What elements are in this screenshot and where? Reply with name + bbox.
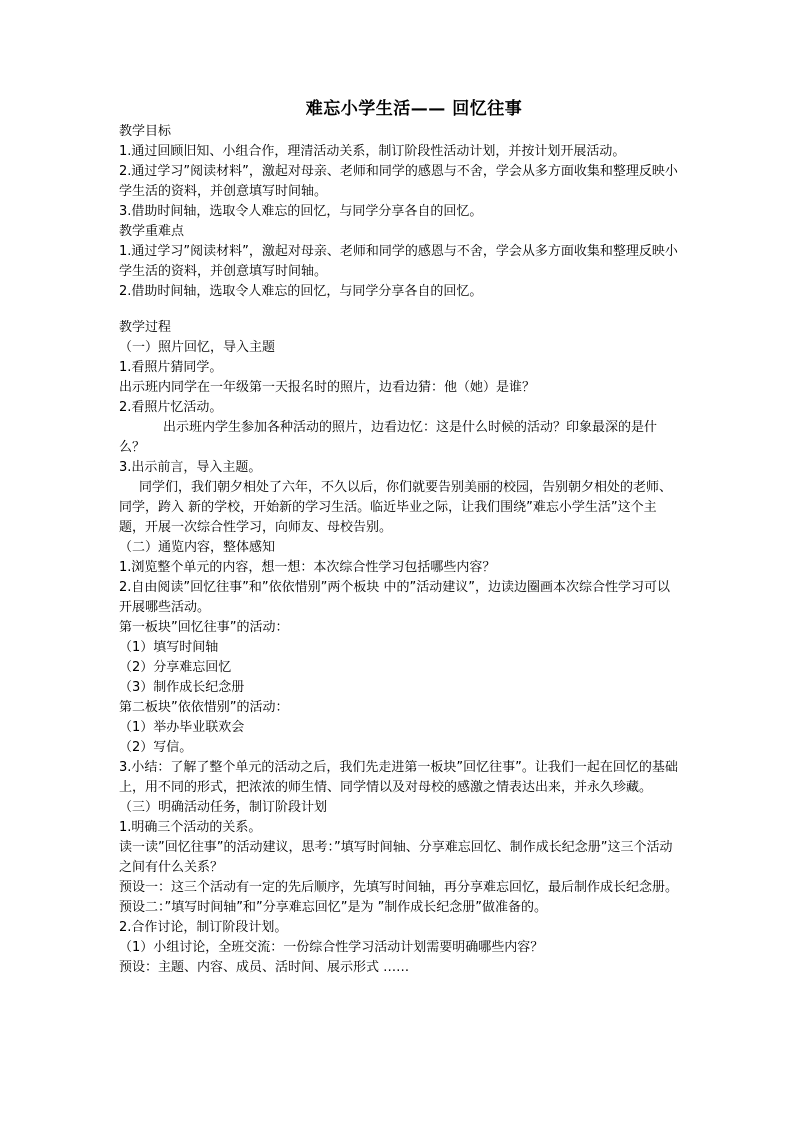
text-line: 第二板块”依依惜别”的活动：: [119, 700, 289, 715]
text-line: 第一板块”回忆往事”的活动：: [119, 620, 289, 635]
text-line: （1）小组讨论，全班交流：一份综合性学习活动计划需要明确哪些内容？: [119, 940, 544, 955]
text-line: 3.借助时间轴，选取令人难忘的回忆，与同学分享各自的回忆。: [119, 204, 483, 219]
text-line: 1.浏览整个单元的内容，想一想：本次综合性学习包括哪些内容？: [119, 560, 496, 575]
text-line: 出示班内同学在一年级第一天报名时的照片，边看边猜：他（她）是谁？: [119, 380, 536, 395]
text-line: 同学们，我们朝夕相处了六年，不久以后，你们就要告别美丽的校园，告别朝夕相处的老师、同学，跨入 新的学校，开始新的学习生活。临近毕业之际，让我们围绕”难忘小学生活”这个主题，开展一次综合性学习，向师友、母校告别。: [119, 480, 673, 535]
text-line: （3）制作成长纪念册: [119, 680, 245, 695]
text-line: 预设：主题、内容、成员、活时间、展示形式 ……: [119, 960, 410, 975]
text-line: 预设一：这三个活动有一定的先后顺序，先填写时间轴，再分享难忘回忆，最后制作成长纪念册。: [119, 880, 679, 895]
text-line: （2）分享难忘回忆: [119, 660, 232, 675]
text-line: 1.看照片猜同学。: [119, 360, 223, 375]
document-body: [119, 122, 679, 978]
text-line: 预设二：”填写时间轴”和”分享难忘回忆”是为 ”制作成长纪念册”做准备的。: [119, 900, 548, 915]
text-line: 教学重难点: [119, 224, 185, 239]
text-line: 1.通过学习”阅读材料”，激起对母亲、老师和同学的感恩与不舍，学会从多方面收集和整理反映小学生活的资料，并创意填写时间轴。: [119, 244, 678, 279]
text-line: 2.合作讨论，制订阶段计划。: [119, 920, 288, 935]
text-line: 2.看照片忆活动。: [119, 400, 223, 415]
text-line: 出示班内学生参加各种活动的照片，边看边忆：这是什么时候的活动？印象最深的是什么？: [119, 420, 658, 455]
blank-line: [119, 302, 679, 318]
text-line: （二）通览内容，整体感知: [119, 540, 276, 555]
text-line: 1.明确三个活动的关系。: [119, 820, 262, 835]
text-line: 2.借助时间轴，选取令人难忘的回忆，与同学分享各自的回忆。: [119, 284, 483, 299]
text-line: （三）明确活动任务，制订阶段计划: [119, 800, 328, 815]
text-line: 读一读”回忆往事”的活动建议，思考：”填写时间轴、分享难忘回忆、制作成长纪念册”这三个活动之间有什么关系？: [119, 840, 673, 875]
text-line: 3.出示前言，导入主题。: [119, 460, 262, 475]
text-line: 教学目标: [119, 124, 172, 139]
text-line: （1）举办毕业联欢会: [119, 720, 245, 735]
text-line: （2）写信。: [119, 740, 193, 755]
text-line: 2.自由阅读”回忆往事”和”依依惜别”两个板块 中的”活动建议”，边读边圈画本次综合性学习可以开展哪些活动。: [119, 580, 670, 615]
text-line: 3.小结：了解了整个单元的活动之后，我们先走进第一板块”回忆往事”。让我们一起在回忆的基础上，用不同的形式，把浓浓的师生情、同学情以及对母校的感激之情表达出来，并永久珍藏。: [119, 760, 678, 795]
text-line: 2.通过学习”阅读材料”，激起对母亲、老师和同学的感恩与不舍，学会从多方面收集和整理反映小学生活的资料，并创意填写时间轴。: [119, 164, 678, 199]
text-line: 1.通过回顾旧知、小组合作，理清活动关系，制订阶段性活动计划，并按计划开展活动。: [119, 144, 626, 159]
document-title: 难忘小学生活—— 回忆往事: [305, 99, 523, 119]
document-page: [119, 98, 679, 978]
text-line: （1）填写时间轴: [119, 640, 219, 655]
text-line: （一）照片回忆，导入主题: [119, 340, 276, 355]
text-line: 教学过程: [119, 320, 172, 335]
